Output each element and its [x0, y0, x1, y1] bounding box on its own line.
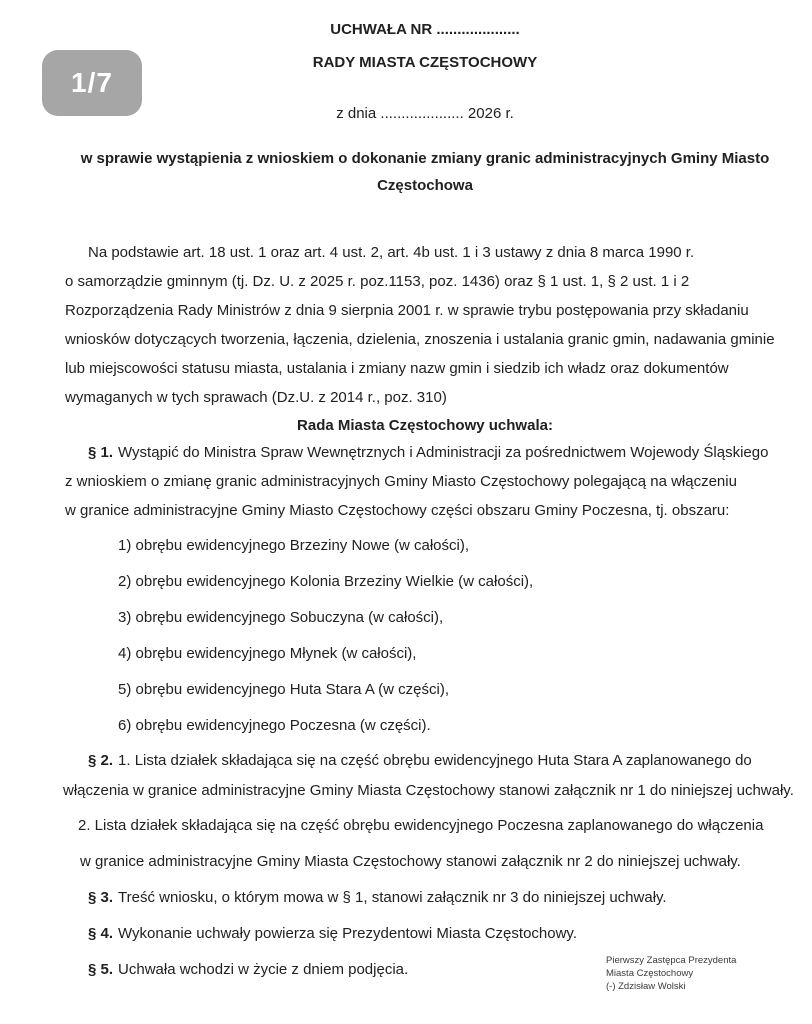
council-name: RADY MIASTA CZĘSTOCHOWY [312, 54, 538, 71]
section-marker: § 2. [88, 752, 114, 769]
resolution-heading: Rada Miasta Częstochowy uchwala: [297, 417, 553, 434]
legal-basis-line: wymaganych w tych sprawach (Dz.U. z 2014 r., poz. 310) [65, 389, 447, 406]
section-marker: § 3. [88, 889, 114, 906]
paragraph-text: Wystąpić do Ministra Spraw Wewnętrznych i Administracji za pośrednictwem Wojewody Śląskiego [118, 444, 769, 461]
legal-basis-line: wniosków dotyczących tworzenia, łączenia, dzielenia, znoszenia i ustalania granic gmin, nadawania gminie [65, 331, 775, 348]
list-item: 4) obrębu ewidencyjnego Młynek (w całości), [118, 645, 417, 662]
paragraph-1-line: w granice administracyjne Gminy Miasto Częstochowy części obszaru Gminy Poczesna, tj. obszaru: [65, 502, 730, 519]
paragraph-1-line: z wnioskiem o zmianę granic administracyjnych Gminy Miasto Częstochowy polegającą na włączeniu [65, 473, 737, 490]
paragraph-text: Uchwała wchodzi w życie z dniem podjęcia. [118, 961, 409, 978]
section-marker: § 1. [88, 444, 114, 461]
signature-title-line: Pierwszy Zastępca Prezydenta [606, 955, 737, 966]
paragraph-text: Wykonanie uchwały powierza się Prezydentowi Miasta Częstochowy. [118, 925, 577, 942]
paragraph-2-line: włączenia w granice administracyjne Gminy Miasta Częstochowy stanowi załącznik nr 1 do niniejszej uchwały. [63, 782, 794, 799]
legal-basis-line: Rozporządzenia Rady Ministrów z dnia 9 sierpnia 2001 r. w sprawie trybu postępowania przy składaniu [65, 302, 749, 319]
signature-name: (-) Zdzisław Wolski [606, 981, 686, 992]
section-marker: § 4. [88, 925, 114, 942]
list-item: 2) obrębu ewidencyjnego Kolonia Brzeziny Wielkie (w całości), [118, 573, 534, 590]
list-item: 3) obrębu ewidencyjnego Sobuczyna (w całości), [118, 609, 444, 626]
subject-title-line-1: w sprawie wystąpienia z wnioskiem o dokonanie zmiany granic administracyjnych Gminy Miasto [80, 150, 770, 167]
legal-basis-line: o samorządzie gminnym (tj. Dz. U. z 2025 r. poz.1153, poz. 1436) oraz § 1 ust. 1, § 2 ust. 1 i 2 [65, 273, 690, 290]
section-marker: § 5. [88, 961, 114, 978]
paragraph-2-line [88, 752, 752, 770]
paragraph-2-line: w granice administracyjne Gminy Miasta Częstochowy stanowi załącznik nr 2 do niniejszej uchwały. [80, 853, 741, 870]
paragraph-4 [88, 925, 577, 943]
paragraph-text: 1. Lista działek składająca się na część obrębu ewidencyjnego Huta Stara A zaplanowanego do [118, 752, 752, 769]
resolution-number: UCHWAŁA NR .................... [330, 21, 520, 38]
paragraph-2-line: 2. Lista działek składająca się na część obrębu ewidencyjnego Poczesna zaplanowanego do włączenia [78, 817, 764, 834]
paragraph-1-line [88, 444, 768, 462]
subject-title-line-2: Częstochowa [377, 177, 473, 194]
page-number-badge: 1/7 [42, 50, 142, 116]
list-item: 5) obrębu ewidencyjnego Huta Stara A (w części), [118, 681, 450, 698]
paragraph-5 [88, 961, 408, 979]
date-line: z dnia .................... 2026 r. [336, 105, 514, 122]
legal-basis-line: Na podstawie art. 18 ust. 1 oraz art. 4 ust. 2, art. 4b ust. 1 i 3 ustawy z dnia 8 marca 1990 r. [88, 244, 695, 261]
list-item: 1) obrębu ewidencyjnego Brzeziny Nowe (w całości), [118, 537, 469, 554]
legal-basis-line: lub miejscowości statusu miasta, ustalania i zmiany nazw gmin i siedzib ich władz oraz dokumentów [65, 360, 729, 377]
list-item: 6) obrębu ewidencyjnego Poczesna (w części). [118, 717, 431, 734]
paragraph-3 [88, 889, 667, 907]
signature-title-line: Miasta Częstochowy [606, 968, 694, 979]
paragraph-text: Treść wniosku, o którym mowa w § 1, stanowi załącznik nr 3 do niniejszej uchwały. [118, 889, 667, 906]
